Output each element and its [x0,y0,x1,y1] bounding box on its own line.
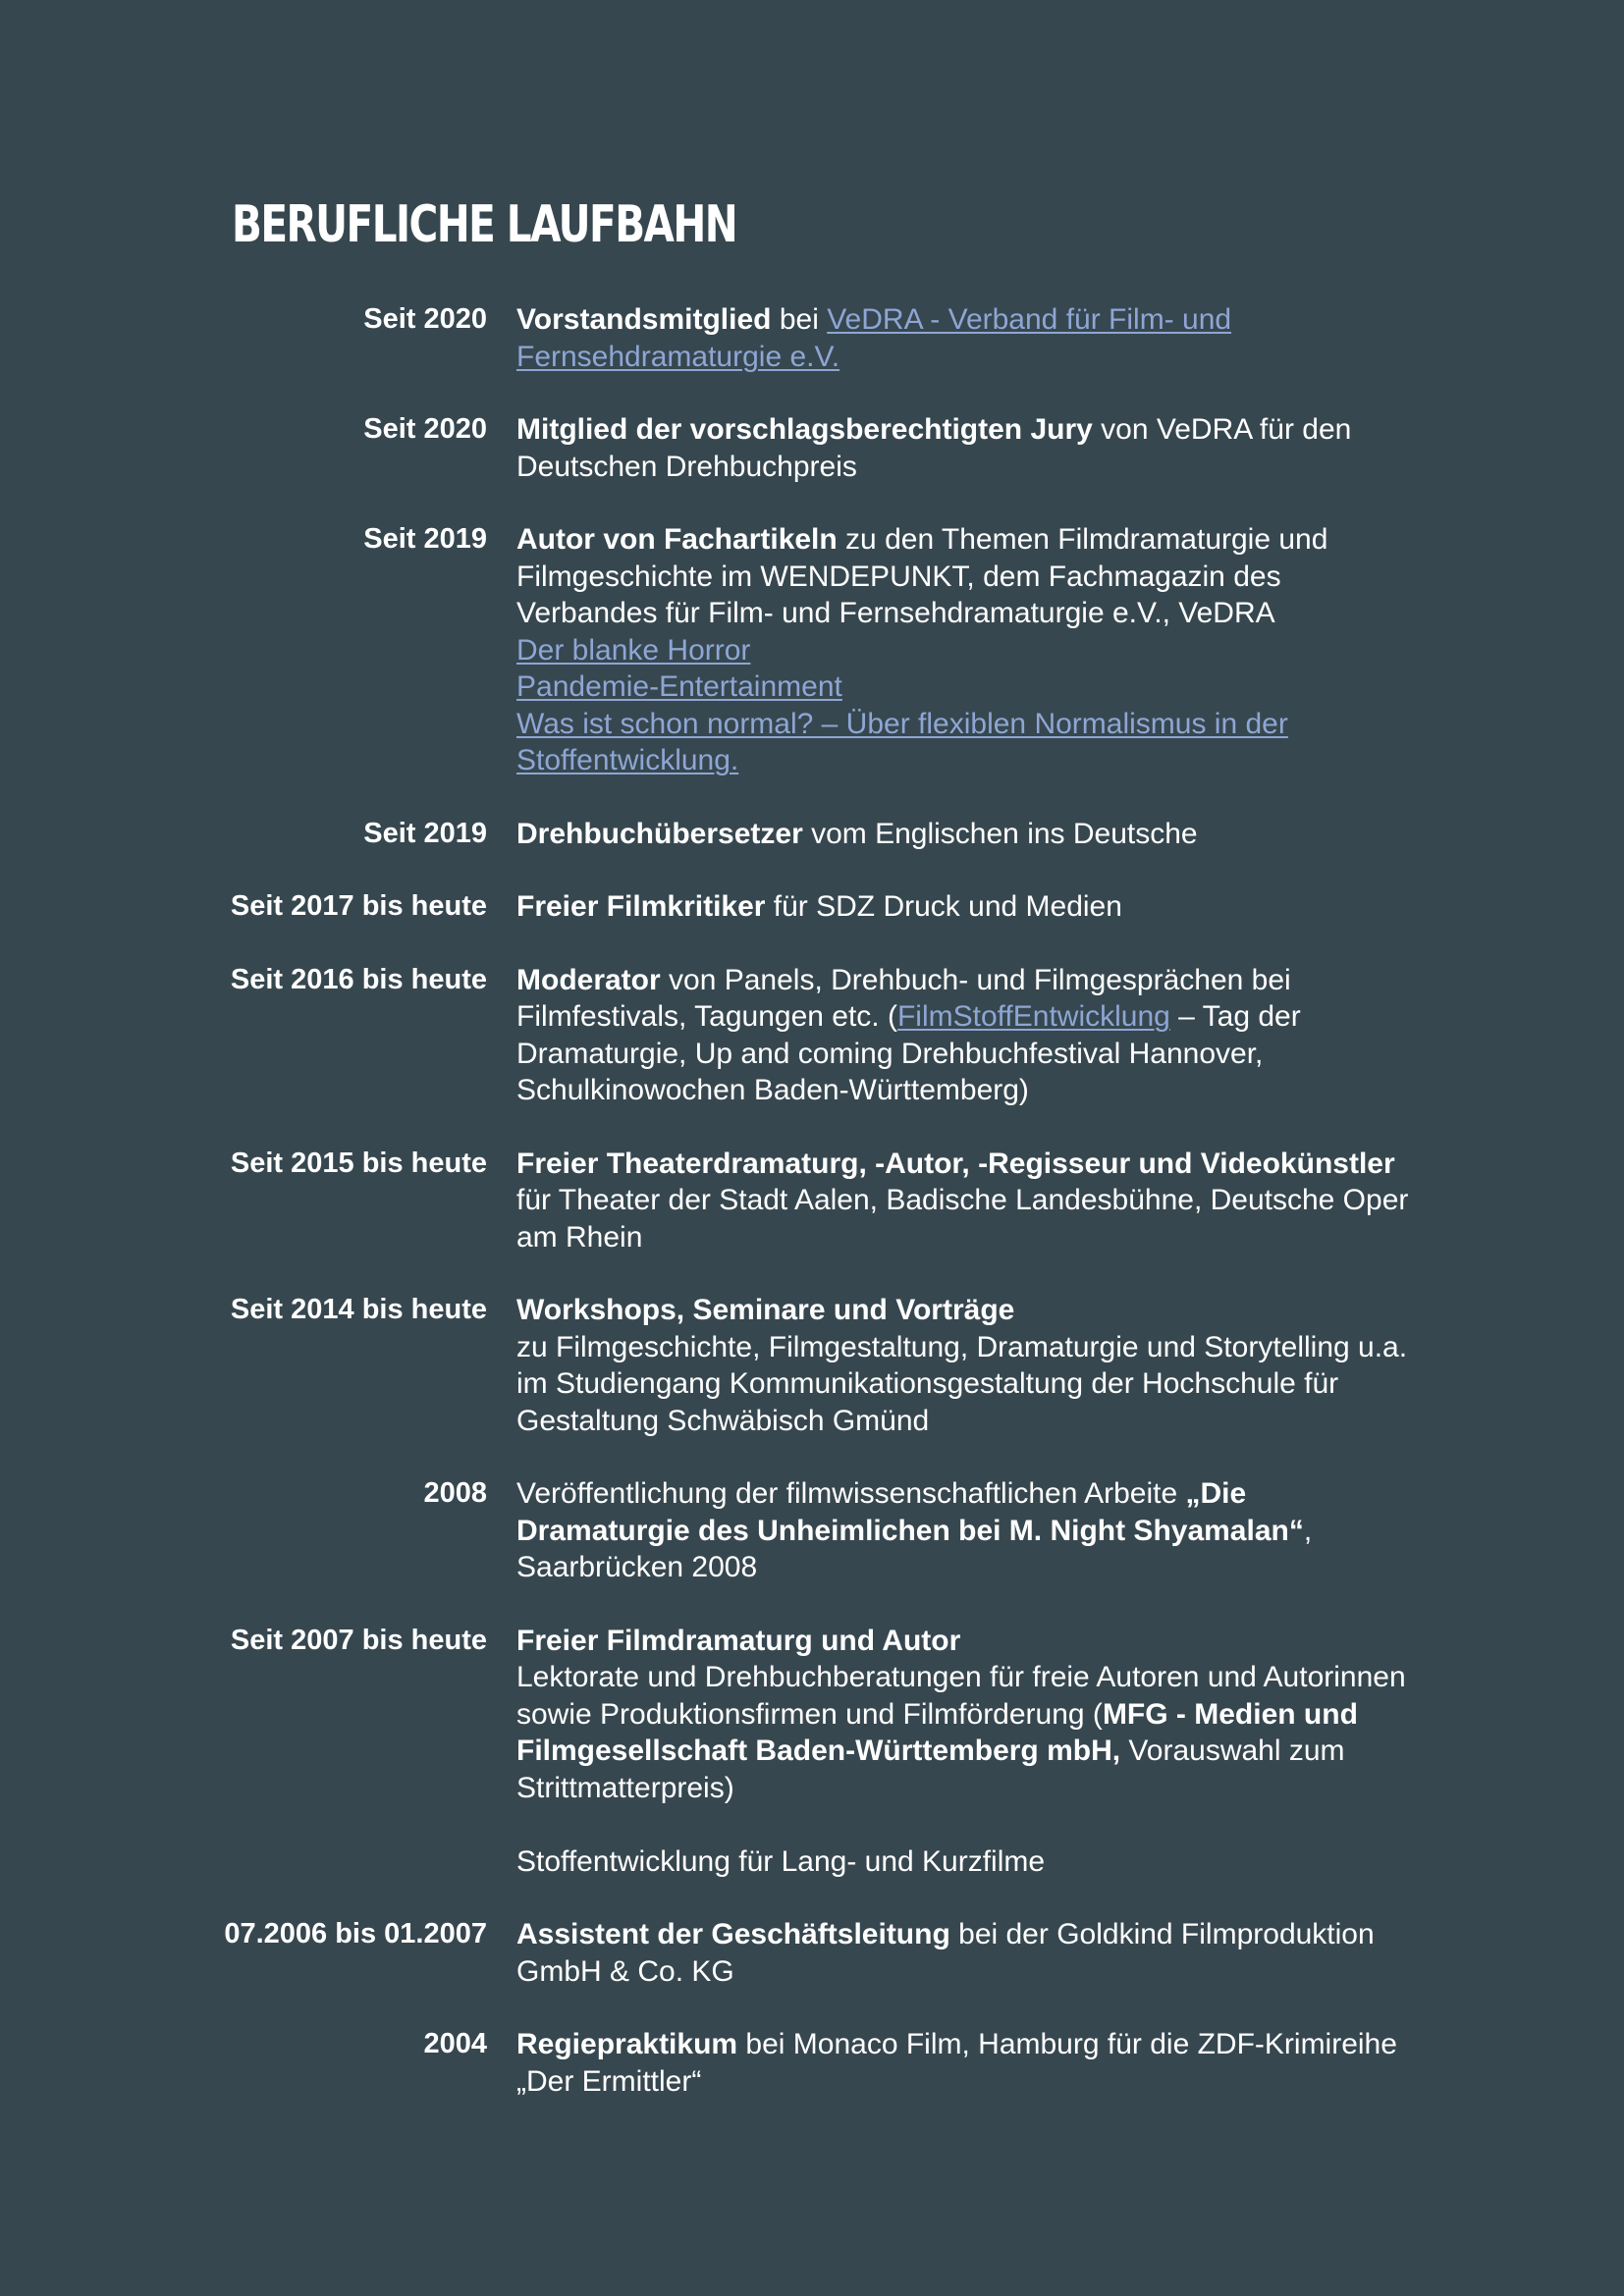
entry-text: für Theater der Stadt Aalen, Badische Landesbühne, Deutsche Oper am Rhein [516,1184,1409,1254]
entry-role: Freier Filmdramaturg und Autor [516,1624,961,1657]
career-entry [0,2026,1624,2100]
entry-role: Workshops, Seminare und Vorträge [516,1294,1015,1326]
entry-description [516,411,1420,485]
entry-role: Assistent der Geschäftsleitung [516,1918,950,1950]
entry-date: Seit 2014 bis heute [230,1294,487,1325]
career-entry [0,1475,1624,1586]
entry-description [516,2026,1420,2100]
entry-text: – Tag der Dramaturgie, Up and coming Drehbuchfestival Hannover, Schulkinowochen Baden-Württemberg) [516,1000,1301,1106]
entry-date: Seit 2017 bis heute [230,890,487,922]
entry-description [516,816,1420,853]
entry-date: Seit 2007 bis heute [230,1624,487,1656]
career-entry [0,888,1624,926]
career-entry [0,962,1624,1109]
career-entry [0,1916,1624,1990]
entry-description [516,1623,1420,1881]
entry-description [516,301,1420,375]
career-entry [0,301,1624,375]
entry-description [516,1916,1420,1990]
entry-text: , Saarbrücken 2008 [516,1514,1313,1583]
paragraph-spacer [516,1806,1420,1843]
article-link-blanke-horror[interactable]: Der blanke Horror [516,633,751,667]
career-entry [0,816,1624,853]
entry-text: von VeDRA für den Deutschen Drehbuchpreis [516,413,1352,483]
entry-role: Autor von Fachartikeln [516,523,838,556]
entry-text: Lektorate und Drehbuchberatungen für freie Autoren und Autorinnen sowie Produktionsfirmen und Filmförderung ( [516,1661,1406,1731]
entry-role: Drehbuchübersetzer [516,817,803,850]
article-link-pandemie-entertainment[interactable]: Pandemie-Entertainment [516,670,842,703]
entry-date: Seit 2020 [363,303,487,335]
vedra-link[interactable]: VeDRA - Verband für Film- und Fernsehdramaturgie e.V. [516,303,1232,373]
entry-text: vom Englischen ins Deutsche [802,817,1198,850]
career-entry [0,1292,1624,1439]
entry-text: zu den Themen Filmdramaturgie und Filmgeschichte im WENDEPUNKT, dem Fachmagazin des Verbandes für Film- und Fernsehdramaturgie e.V., VeDRA [516,523,1328,629]
entry-role: Moderator [516,963,661,996]
entry-date: 2008 [423,1477,487,1509]
entry-text: zu Filmgeschichte, Filmgestaltung, Dramaturgie und Storytelling u.a. im Studiengang Kommunikationsgestaltung der Hochschule für Gestaltung Schwäbisch Gmünd [516,1330,1408,1437]
entry-text: Vorauswahl zum Strittmatterpreis) [516,1735,1345,1804]
entry-date: Seit 2016 bis heute [230,963,487,995]
entry-description [516,1146,1420,1256]
entry-date: Seit 2019 [363,523,487,555]
entry-text: bei [771,303,828,336]
entry-extra-text: Stoffentwicklung für Lang- und Kurzfilme [516,1844,1046,1878]
career-entry [0,411,1624,485]
entry-date: 2004 [423,2028,487,2059]
article-link-normalismus[interactable]: Was ist schon normal? – Über flexiblen Normalismus in der Stoffentwicklung. [516,707,1288,776]
career-entry [0,1146,1624,1256]
article-link-item [516,632,1420,669]
entry-organization: MFG - Medien und Filmgesellschaft Baden-Württemberg mbH, [516,1697,1358,1767]
entry-role: Regiepraktikum [516,2028,738,2060]
entry-date: Seit 2019 [363,817,487,849]
entry-text-block [516,1659,1420,1806]
entry-role: Freier Filmkritiker [516,890,766,923]
section-title: BERUFLICHE LAUFBAHN [232,195,737,254]
entry-description [516,888,1420,926]
entry-text: bei Monaco Film, Hamburg für die ZDF-Krimireihe „Der Ermittler“ [516,2028,1397,2098]
article-link-item [516,668,1420,706]
entry-text: für SDZ Druck und Medien [765,890,1122,923]
entry-text: bei der Goldkind Filmproduktion GmbH & Co. KG [516,1918,1375,1988]
entry-date: 07.2006 bis 01.2007 [224,1918,487,1949]
entry-role: Mitglied der vorschlagsberechtigten Jury [516,413,1093,446]
entry-role: Freier Theaterdramaturg, -Autor, -Regisseur und Videokünstler [516,1147,1395,1180]
entry-text-block [516,521,1420,632]
entry-text: von Panels, Drehbuch- und Filmgesprächen bei Filmfestivals, Tagungen etc. ( [516,963,1291,1033]
entry-description [516,1475,1420,1586]
entry-date: Seit 2020 [363,413,487,445]
career-list [0,301,1624,2136]
entry-role: Vorstandsmitglied [516,303,772,336]
filmstoffentwicklung-link[interactable]: FilmStoffEntwicklung [896,1000,1170,1033]
article-link-item [516,706,1420,779]
career-entry [0,1623,1624,1881]
entry-date: Seit 2015 bis heute [230,1147,487,1179]
entry-description [516,962,1420,1109]
publication-title: „Die Dramaturgie des Unheimlichen bei M. Night Shyamalan“ [516,1477,1304,1547]
entry-description [516,1292,1420,1439]
career-entry [0,521,1624,779]
entry-text: Veröffentlichung der filmwissenschaftlichen Arbeite [516,1477,1186,1510]
entry-description [516,521,1420,779]
